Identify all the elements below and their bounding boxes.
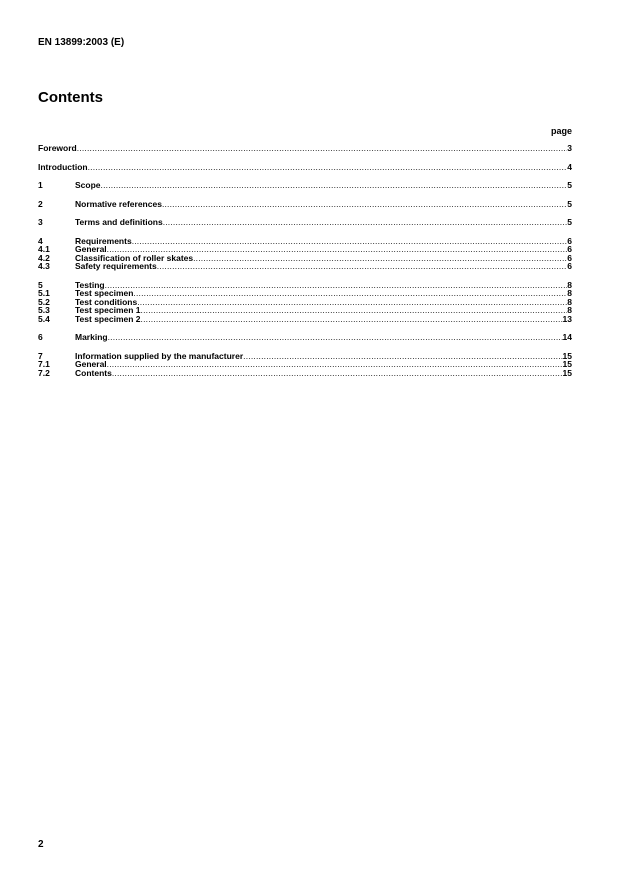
- toc-dot-leader: [77, 144, 568, 153]
- toc-entry-title: General: [75, 244, 107, 254]
- toc-entry-number: 6: [38, 332, 43, 342]
- toc-entry-page: 5: [567, 180, 572, 190]
- toc-dot-leader: [141, 315, 563, 324]
- toc-dot-leader: [133, 289, 567, 298]
- toc-dot-leader: [243, 352, 562, 361]
- toc-entry-number: 2: [38, 198, 43, 209]
- page-title: Contents: [38, 89, 103, 106]
- toc-entry-page: 8: [567, 288, 572, 298]
- toc-entry-page: 6: [567, 252, 572, 263]
- toc-dot-leader: [88, 163, 568, 172]
- toc-entry-number: 5.3: [38, 305, 50, 315]
- toc-entry-title: Testing: [75, 279, 105, 290]
- toc-entry-title: Marking: [75, 332, 108, 342]
- toc-dot-leader: [157, 262, 568, 271]
- toc-dot-leader: [193, 254, 567, 263]
- toc-dot-leader: [108, 333, 563, 342]
- toc-entry[interactable]: [38, 237, 572, 246]
- toc-dot-leader: [132, 237, 568, 246]
- toc-entry-title: Terms and definitions: [75, 217, 163, 227]
- toc-entry-title: General: [75, 359, 107, 369]
- toc-entry[interactable]: [38, 352, 572, 361]
- toc-dot-leader: [137, 298, 567, 307]
- toc-entry-page: 4: [567, 161, 572, 172]
- toc-entry-number: 7.2: [38, 367, 50, 378]
- footer-page-number: 2: [38, 839, 44, 850]
- toc-dot-leader: [105, 281, 568, 290]
- toc-entry-page: 6: [567, 244, 572, 254]
- toc-entry-number: 4: [38, 235, 43, 246]
- page-column-label: page: [550, 126, 572, 136]
- toc-entry-number: 5: [38, 279, 43, 290]
- toc-entry-number: 5.4: [38, 313, 50, 324]
- toc-entry-page: 6: [567, 235, 572, 246]
- toc-entry-number: 7.1: [38, 359, 50, 369]
- toc-entry-page: 5: [567, 217, 572, 227]
- document-header: EN 13899:2003 (E): [38, 37, 125, 48]
- toc-entry-number: 4.2: [38, 252, 50, 263]
- toc-entry-title: Classification of roller skates: [75, 252, 194, 263]
- toc-entry-title: Foreword: [38, 143, 77, 153]
- toc-dot-leader: [107, 360, 563, 369]
- toc-entry-number: 4.3: [38, 261, 50, 271]
- toc-entry-title: Test specimen 1: [75, 305, 141, 315]
- toc-entry[interactable]: [38, 262, 572, 271]
- toc-entry-title: Test specimen: [75, 288, 134, 298]
- toc-entry-page: 15: [562, 367, 572, 378]
- toc-entry-number: 3: [38, 217, 43, 227]
- toc-entry-title: Requirements: [75, 235, 132, 246]
- toc-entry[interactable]: [38, 360, 572, 369]
- toc-entry-title: Normative references: [75, 198, 162, 209]
- toc-dot-leader: [162, 200, 567, 209]
- toc-entry-page: 3: [567, 143, 572, 153]
- toc-entry[interactable]: [38, 218, 572, 227]
- toc-entry[interactable]: [38, 181, 572, 190]
- toc-entry-title: Test specimen 2: [75, 313, 141, 324]
- toc-entry-page: 8: [567, 296, 572, 307]
- toc-entry-page: 13: [562, 313, 572, 324]
- toc-dot-leader: [141, 306, 568, 315]
- toc-entry[interactable]: [38, 369, 572, 378]
- toc-entry-title: Introduction: [38, 161, 88, 172]
- toc-entry-page: 15: [562, 359, 572, 369]
- toc-entry-title: Scope: [75, 180, 101, 190]
- toc-entry[interactable]: [38, 333, 572, 342]
- toc-entry-page: 14: [562, 332, 572, 342]
- toc-entry-number: 5.1: [38, 288, 50, 298]
- toc-entry-page: 6: [567, 261, 572, 271]
- toc-entry-page: 8: [567, 305, 572, 315]
- toc-entry-page: 15: [562, 350, 572, 361]
- toc-entry-title: Contents: [75, 367, 112, 378]
- toc-entry-number: 5.2: [38, 296, 50, 307]
- toc-entry-title: Information supplied by the manufacturer: [75, 350, 244, 361]
- toc-entry[interactable]: [38, 200, 572, 209]
- toc-entry-title: Safety requirements: [75, 261, 157, 271]
- toc-entry[interactable]: [38, 144, 572, 153]
- toc-entry-number: 7: [38, 350, 43, 361]
- toc-entry-page: 5: [567, 198, 572, 209]
- toc-entry-number: 1: [38, 180, 43, 190]
- toc-dot-leader: [112, 369, 563, 378]
- toc-entry-number: 4.1: [38, 244, 50, 254]
- toc-entry[interactable]: [38, 315, 572, 324]
- toc-entry-title: Test conditions: [75, 296, 138, 307]
- table-of-contents: [38, 144, 572, 377]
- toc-dot-leader: [101, 181, 568, 190]
- toc-dot-leader: [163, 218, 568, 227]
- toc-entry[interactable]: [38, 163, 572, 172]
- toc-entry-page: 8: [567, 279, 572, 290]
